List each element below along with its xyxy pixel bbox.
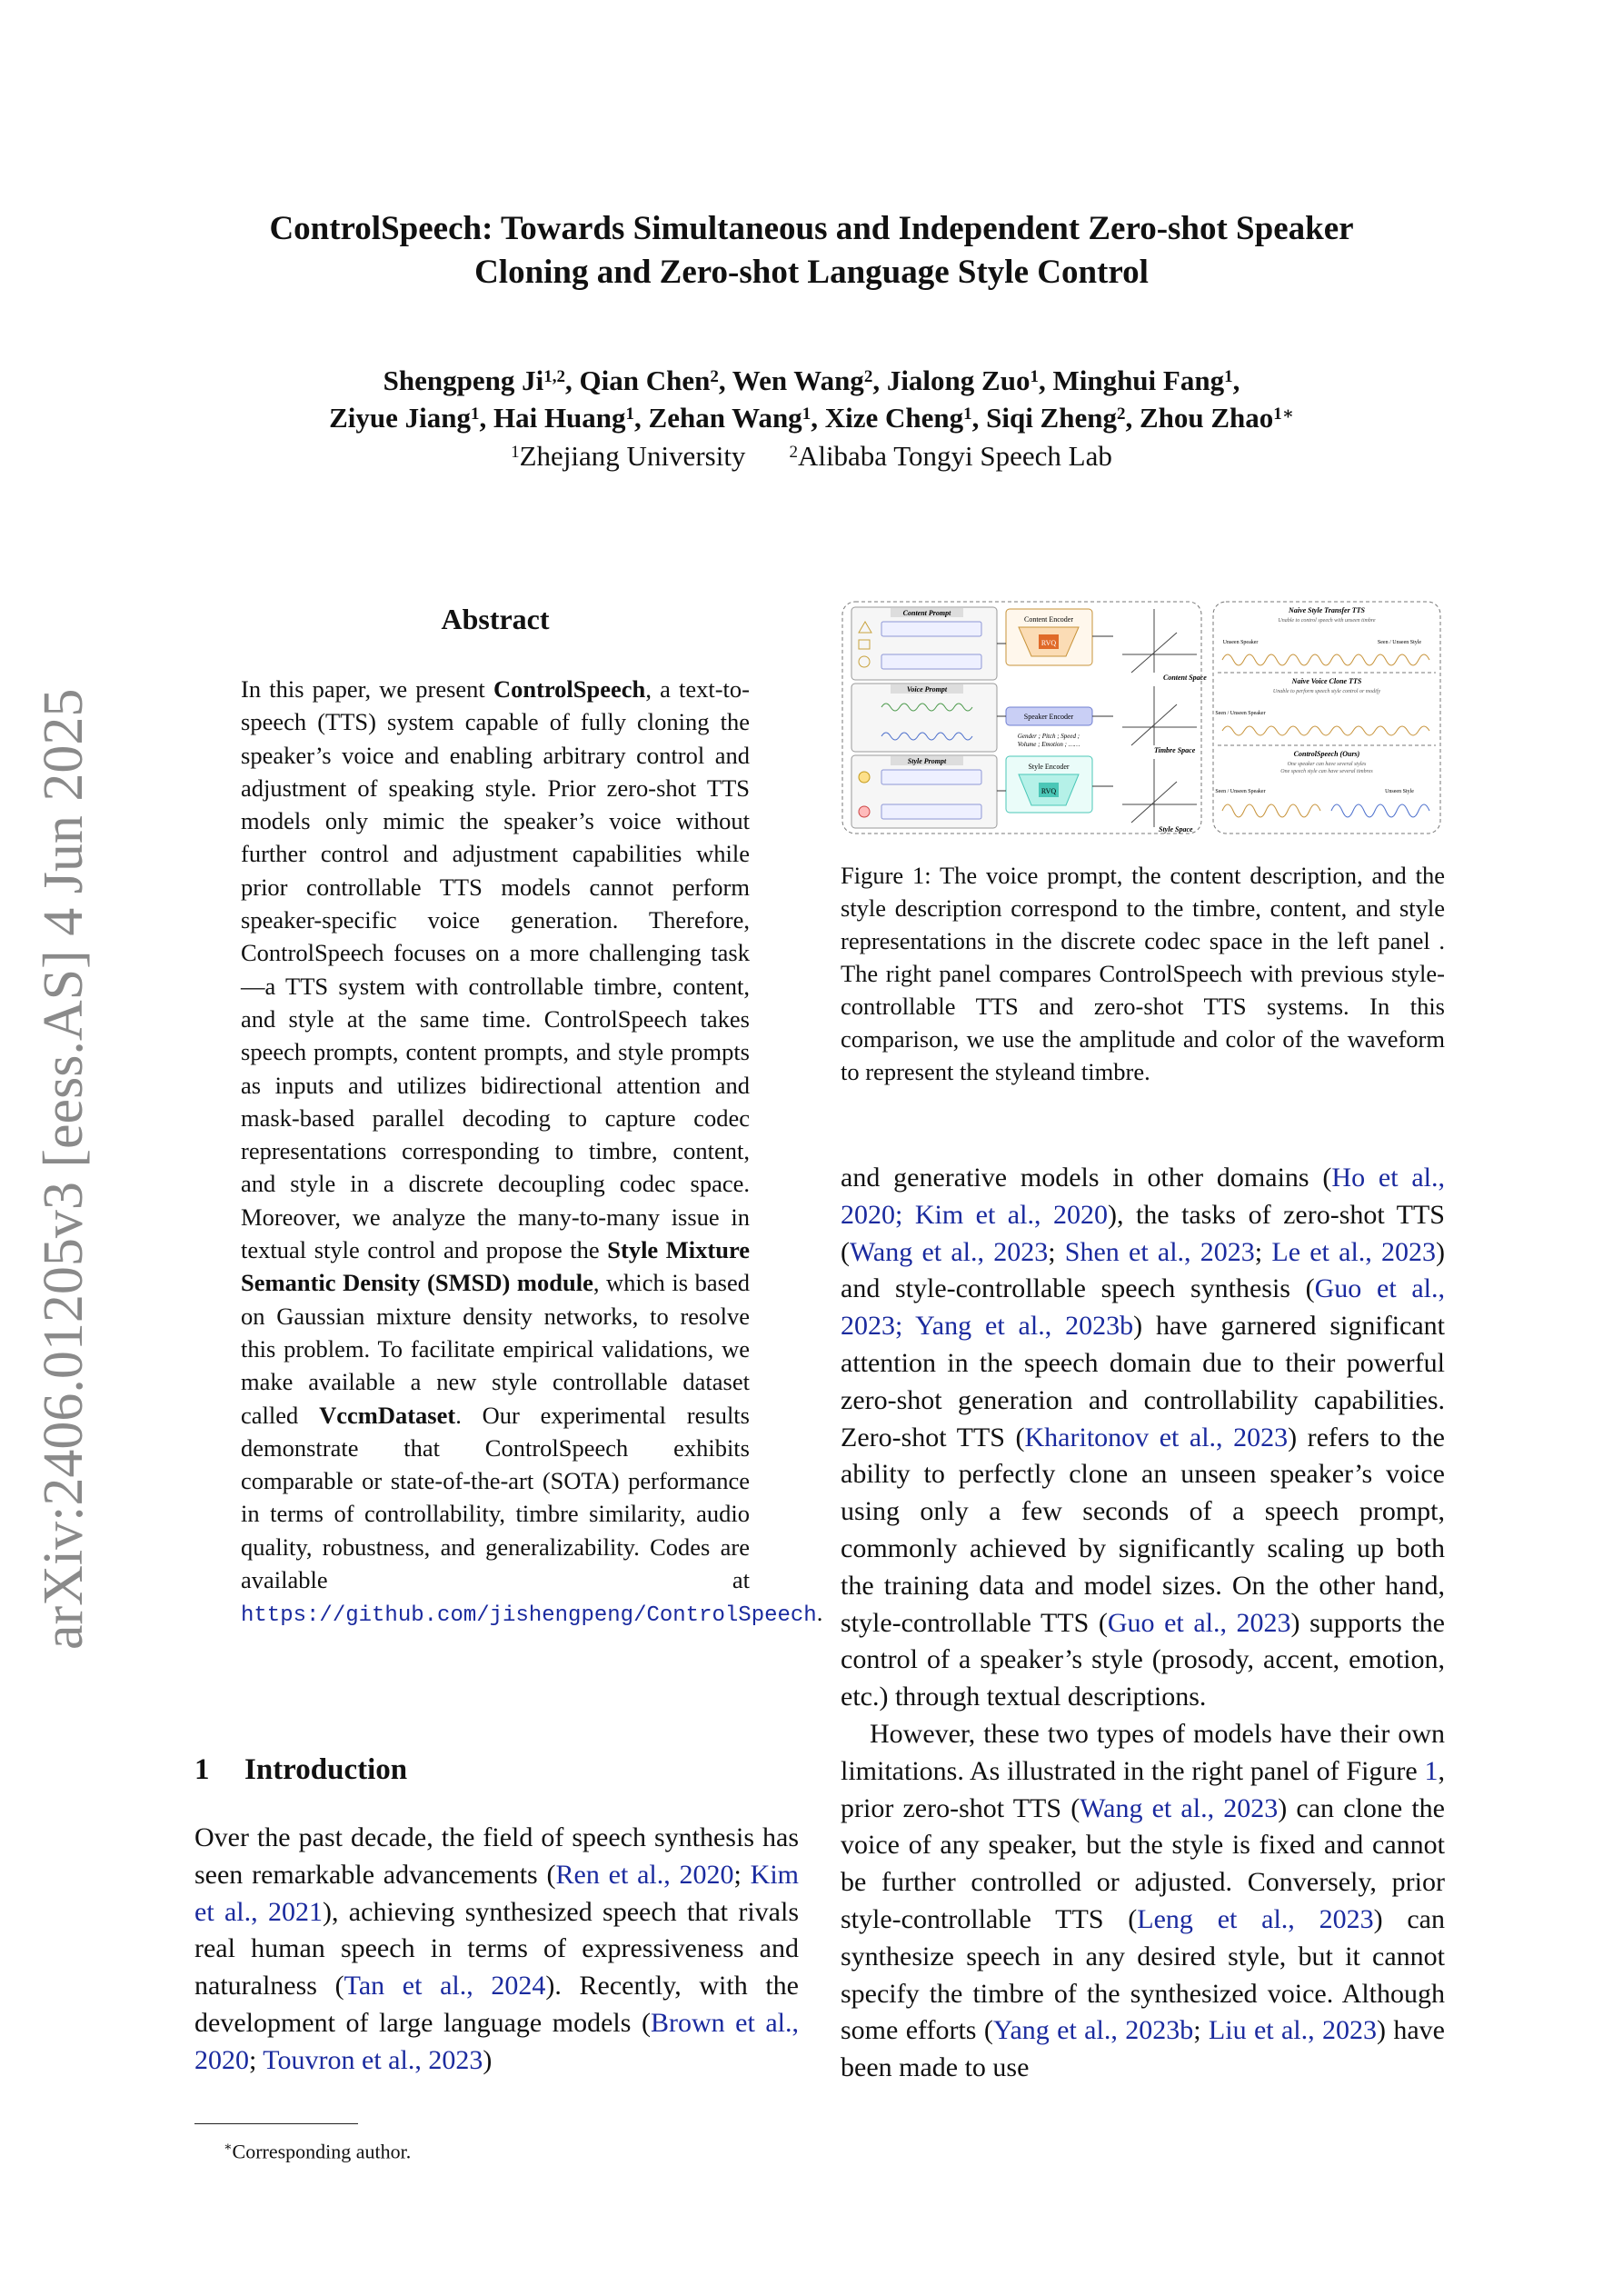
author-name: Ziyue Jiang [329,402,471,434]
author-name: Wen Wang [732,364,864,396]
rvq-label-1: RVQ [1041,639,1057,647]
intro-right-column [841,1160,1445,2087]
rvq-label-2: RVQ [1041,787,1057,795]
naive-voice-sub: Unable to perform speech style control or modify [1272,689,1381,694]
content-encoder-label: Content Encoder [1024,615,1073,624]
citation-link[interactable]: Guo et al., 2023 [1107,1607,1291,1638]
author-affiliation-mark: 2 [710,367,719,386]
citation-link[interactable]: Ren et al., 2020 [555,1859,734,1890]
author-name: Minghui Fang [1052,364,1225,396]
author-name: Jialong Zuo [886,364,1031,396]
right-panel-frame [1213,602,1440,834]
footnote-rule [194,2123,358,2124]
author-name: Hai Huang [493,402,626,434]
figure-1-caption: Figure 1: The voice prompt, the content description, and the style description correspond to the timbre, content, and style representations in the discrete codec space in the left panel . The right panel compares ControlSpeech with previous style-controllable TTS and zero-shot TTS systems. In this comparison, we use the amplitude and color of the waveform to represent the styleand timbre. [841,862,1445,1085]
content-prompt-label: Content Prompt [902,609,951,617]
citation-link[interactable]: Liu et al., 2023 [1208,2015,1377,2046]
seen-unseen-style-label-1: Seen / Unseen Style [1377,640,1422,645]
affiliation-2: $^2$Alibaba Tongyi Speech Lab [789,440,1112,472]
author-line-1: Shengpeng Ji$^{1,2}$, Qian Chen$^2$, Wen Wang$^2$, Jialong Zuo$^1$, Minghui Fang$^1$, [383,364,1240,396]
author-affiliation-mark: 2 [1116,404,1126,424]
author-affiliation-mark: 1 [470,404,480,424]
abstract-heading: Abstract [441,603,550,635]
intro-paragraph-1: and generative models in other domains (Ho et al., 2020; Kim et al., 2020), the tasks of zero-shot TTS (Wang et al., 2023; Shen et al., 2023; Le et al., 2023) and style-controllable speech synthesis (Guo et al., 2023; Yang et al., 2023b) have garnered significant attention in the speech domain due to their powerful zero-shot generation and controllability capabilities. Zero-shot TTS (Kharitonov et al., 2023) refers to the ability to perfectly clone an unseen speaker’s voice using only a few seconds of a speech prompt, commonly achieved by significantly scaling up both the training data and model sizes. On the other hand, style-controllable TTS (Guo et al., 2023) supports the control of a speaker’s style (prosody, accent, emotion, etc.) through textual descriptions. [841,1163,1446,1712]
citation-link[interactable]: Kim et al., 2021 [194,1859,799,1927]
citation-link[interactable]: Le et al., 2023 [1271,1236,1437,1267]
github-link[interactable]: https://github.com/jishengpeng/ControlSpeech [241,1603,817,1629]
author-name: Qian Chen [579,364,711,396]
style-space-label: Style Space [1159,825,1193,834]
voice-prompt-label: Voice Prompt [906,685,948,694]
author-name: Zehan Wang [648,402,802,434]
content-space-label: Content Space [1163,674,1207,682]
citation-link[interactable]: Kharitonov et al., 2023 [1024,1422,1289,1452]
naive-style-label: Naive Style Transfer TTS [1289,606,1365,614]
author-affiliation-mark: 1 [1030,367,1039,386]
author-affiliation-mark: 1 [1224,367,1233,386]
citation-link[interactable]: Guo et al., 2023; Yang et al., 2023b [841,1273,1445,1342]
citation-link[interactable]: Ho et al., 2020; Kim et al., 2020 [841,1163,1445,1230]
style-encoder-label: Style Encoder [1028,763,1070,771]
ours-sub-2: One speech style can have several timbres [1280,769,1373,774]
citation-link[interactable]: Yang et al., 2023b [992,2015,1194,2046]
style-attrs-line-1: Gender ; Pitch ; Speed ; [1017,733,1080,740]
author-name: Xize Cheng [824,402,964,434]
unseen-style-label: Unseen Style [1385,789,1414,794]
unseen-speaker-label: Unseen Speaker [1222,640,1259,645]
style-prompt-label: Style Prompt [907,757,947,765]
title-line-1: ControlSpeech: Towards Simultaneous and Independent Zero-shot Speaker [269,210,1354,247]
ours-sub-1: One speaker can have several styles [1287,762,1367,767]
author-affiliation-mark: 1 [625,404,635,424]
speaker-encoder-label: Speaker Encoder [1023,713,1074,721]
author-name: Zhou Zhao [1139,402,1274,434]
figure-reference-link[interactable]: 1 [1424,1755,1439,1786]
affiliation-1: $^1$Zhejiang University [511,440,746,472]
paper-title [0,207,1623,294]
seen-unseen-speaker-label-1: Seen / Unseen Speaker [1215,711,1266,716]
abstract-body: In this paper, we present ControlSpeech, a text-to-speech (TTS) system capable of fully cloning the speaker’s voice and enabling arbitrary control and adjustment of speaking style. Prior zero-shot TTS models only mimic the speaker’s voice without further control and adjustment capabilities while prior controllable TTS models cannot perform speaker-specific voice generation. Therefore, ControlSpeech focuses on a more challenging task—a TTS system with controllable timbre, content, and style at the same time. ControlSpeech takes speech prompts, content prompts, and style prompts as inputs and utilizes bidirectional attention and mask-based parallel decoding to capture codec representations corresponding to timbre, content, and style in a discrete decoupling codec space. Moreover, we analyze the many-to-many issue in textual style control and propose the Style Mixture Semantic Density (SMSD) module, which is based on Gaussian mixture density networks, to resolve this problem. To facilitate empirical validations, we make available a new style controllable dataset called VccmDataset. Our experimental results demonstrate that ControlSpeech exhibits comparable or state-of-the-art (SOTA) performance in terms of controllability, timbre similarity, audio quality, robustness, and generalizability. Codes are available at https://github.com/jishengpeng/ControlSpeech. [241,675,823,1629]
style-attrs-line-2: Volume ; Emotion ; …… [1017,741,1080,748]
citation-link[interactable]: Leng et al., 2023 [1137,1903,1374,1934]
author-affiliation-mark: 1 [963,404,972,424]
citation-link[interactable]: Tan et al., 2024 [344,1971,546,2002]
citation-link[interactable]: Shen et al., 2023 [1064,1236,1255,1267]
seen-unseen-speaker-label-2: Seen / Unseen Speaker [1215,789,1266,794]
author-affiliation-mark: 2 [863,367,873,386]
affiliations [0,438,1623,474]
author-affiliation-mark: 1∗ [1273,404,1294,424]
citation-link[interactable]: Touvron et al., 2023 [263,2044,483,2075]
title-line-2: Cloning and Zero-shot Language Style Control [474,254,1149,291]
timbre-space-label: Timbre Space [1154,746,1196,754]
section-heading-introduction: 1 Introduction [194,1753,408,1786]
author-list [0,362,1623,436]
author-affiliation-mark: 1 [802,404,812,424]
citation-link[interactable]: Wang et al., 2023 [850,1236,1049,1267]
arxiv-stamp: arXiv:2406.01205v3 [eess.AS] 4 Jun 2025 [33,688,95,1650]
author-line-2: Ziyue Jiang$^1$, Hai Huang$^1$, Zehan Wang$^1$, Xize Cheng$^1$, Siqi Zheng$^2$, Zhou Zhao$^{1∗}$ [329,402,1294,434]
author-affiliation-mark: 1,2 [543,367,565,386]
citation-link[interactable]: Brown et al., 2020 [194,2007,800,2075]
author-name: Siqi Zheng [986,402,1117,434]
naive-style-sub: Unable to control speech with unseen timbre [1278,618,1376,624]
citation-link[interactable]: Wang et al., 2023 [1080,1792,1279,1823]
figure-1 [841,600,1442,836]
ours-label: ControlSpeech (Ours) [1293,750,1360,758]
intro-left-column: Over the past decade, the field of speech synthesis has seen remarkable advancements (Ren et al., 2020; Kim et al., 2021), achieving synthesized speech that rivals real human speech in terms of expressiveness and naturalness (Tan et al., 2024). Recently, with the development of large language models (Brown et al., 2020; Touvron et al., 2023) [194,1822,800,2075]
naive-voice-label: Naive Voice Clone TTS [1291,677,1362,685]
author-name: Shengpeng Ji [383,364,544,396]
voice-prompt-box [851,684,997,752]
footnote: ∗Corresponding author. [224,2140,412,2163]
intro-paragraph-2: However, these two types of models have their own limitations. As illustrated in the right panel of Figure 1, prior zero-shot TTS (Wang et al., 2023) can clone the voice of any speaker, but the style is fixed and cannot be further controlled or adjusted. Conversely, prior style-controllable TTS (Leng et al., 2023) can synthesize speech in any desired style, but it cannot specify the timbre of the synthesized voice. Although some efforts (Yang et al., 2023b; Liu et al., 2023) have been made to use [841,1718,1445,2083]
